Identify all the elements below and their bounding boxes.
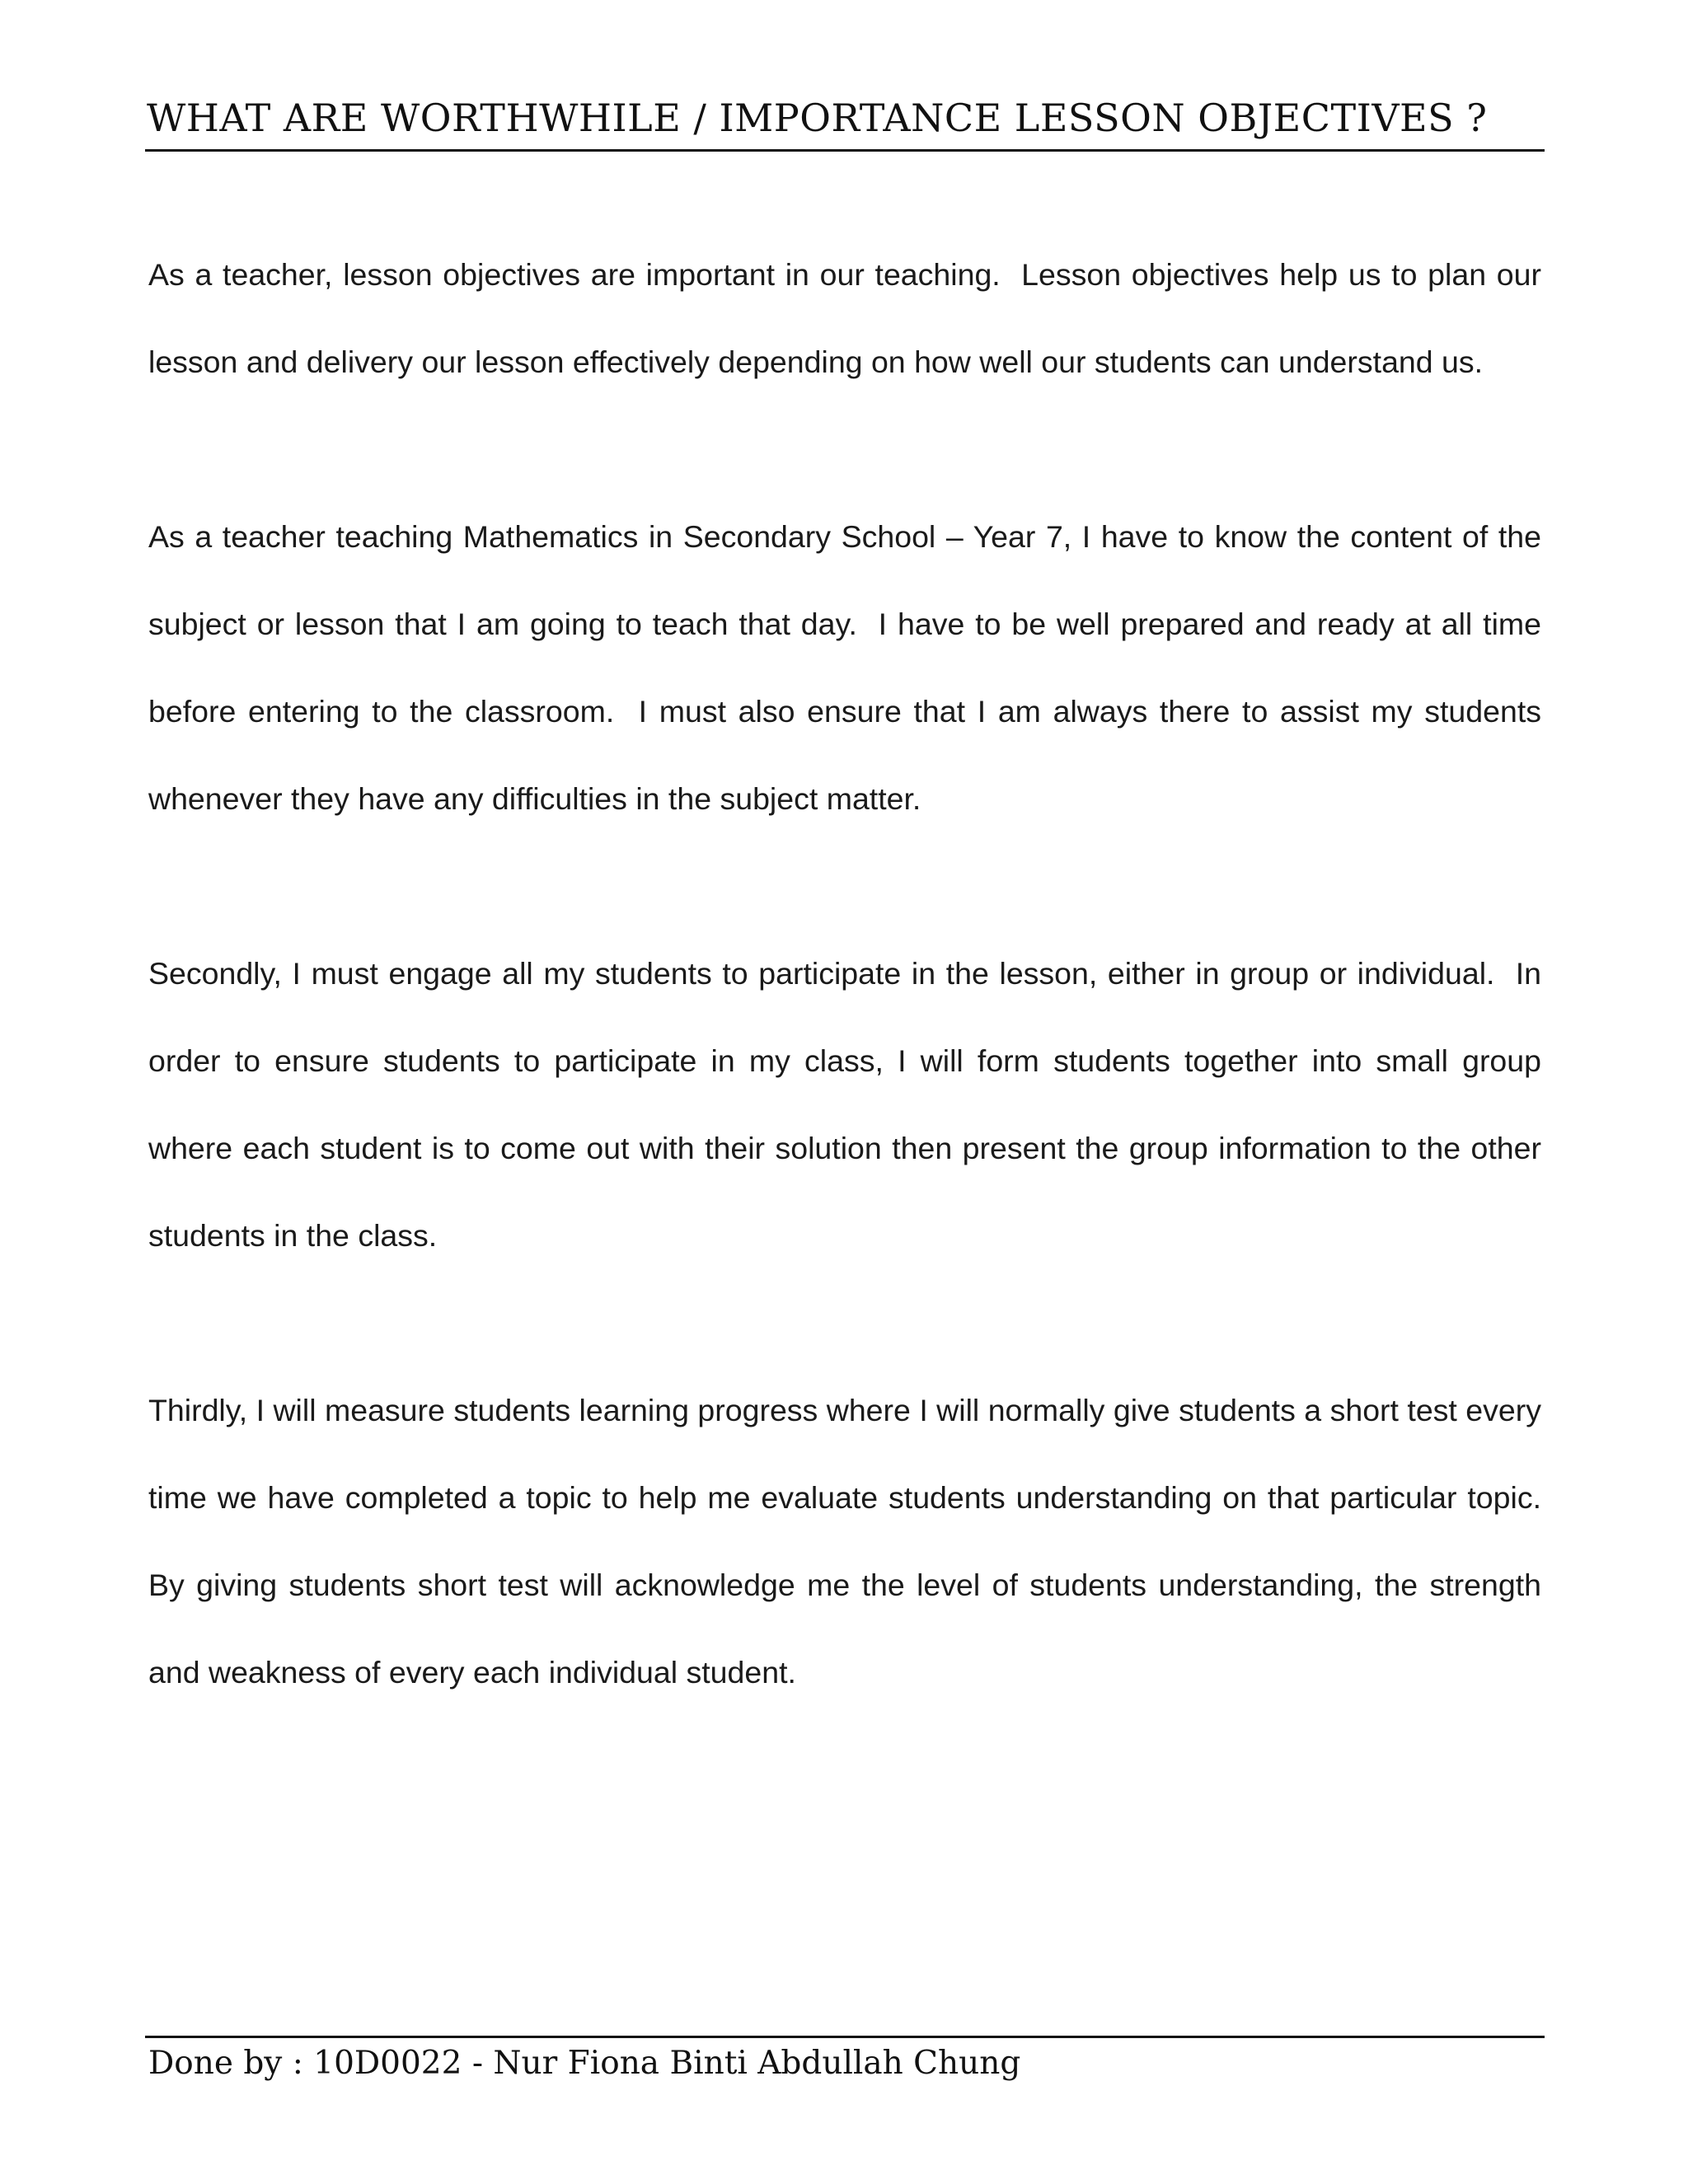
paragraph-intro: As a teacher, lesson objectives are important in our teaching. Lesson objectives help us to plan our lesson and delivery our lesson effectively depending on how well our students can understand us. <box>148 257 1550 379</box>
footer-author: Done by : 10D0022 - Nur Fiona Binti Abdullah Chung <box>148 2045 1021 2082</box>
title-underline <box>145 149 1545 152</box>
paragraph-engagement: Secondly, I must engage all my students to participate in the lesson, either in group or individual. In order to ensure students to participate in my class, I will form students together into small group where each student is to come out with their solution then present the group information to the other students in the class. <box>148 956 1550 1253</box>
paragraph-assessment: Thirdly, I will measure students learning progress where I will normally give students a short test every time we have completed a topic to help me evaluate students understanding on that particular topic. By giving students short test will acknowledge me the level of students understanding, the strength and weakness of every each individual student. <box>148 1393 1559 1690</box>
page-title: WHAT ARE WORTHWHILE / IMPORTANCE LESSON OBJECTIVES ? <box>147 96 1488 140</box>
paragraph-content-knowledge: As a teacher teaching Mathematics in Secondary School – Year 7, I have to know the content of the subject or lesson that I am going to teach that day. I have to be well prepared and ready at all time before entering to the classroom. I must also ensure that I am always there to assist my students whenever they have any difficulties in the subject matter. <box>148 519 1550 816</box>
document-body <box>148 231 1559 1803</box>
footer-rule <box>145 2036 1545 2038</box>
